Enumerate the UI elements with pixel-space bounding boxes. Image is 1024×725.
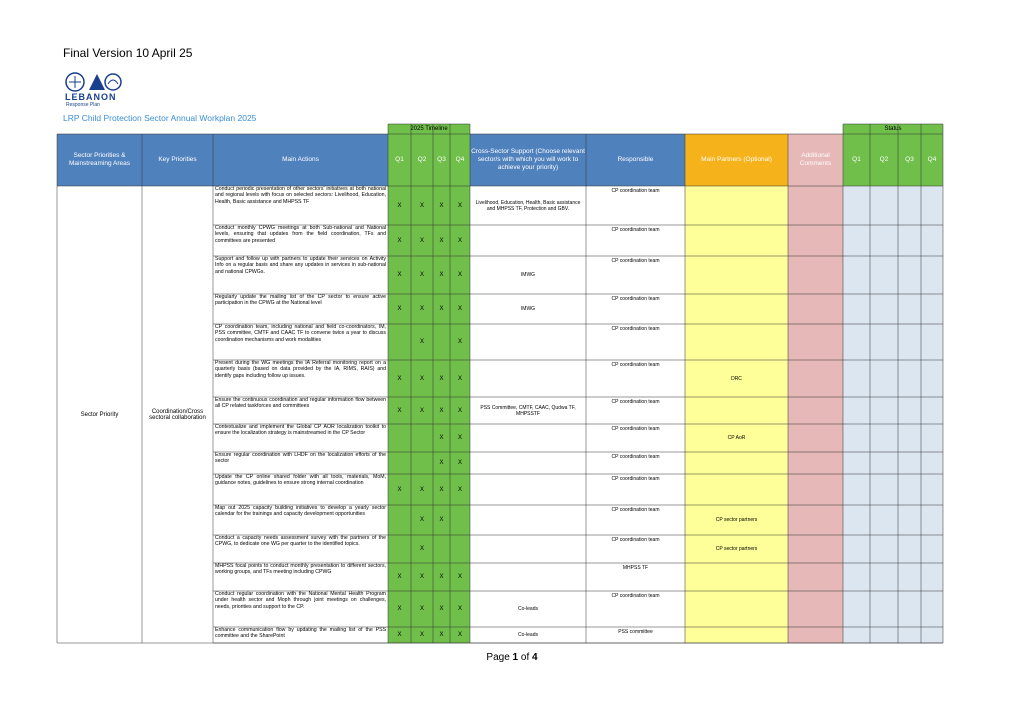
- responsible-cell: CP coordination team: [611, 258, 660, 264]
- timeline-q4-mark: X: [450, 563, 470, 591]
- timeline-q1-mark: [388, 505, 411, 535]
- action-cell: Conduct a capacity needs assessment survey with the partners of the CPWG, to dedicate one WG per quarter to the identified topics.: [215, 535, 386, 548]
- timeline-q2-mark: X: [411, 294, 433, 324]
- timeline-q2-mark: X: [411, 186, 433, 225]
- cross-sector-cell: Co-leads: [517, 606, 538, 612]
- responsible-cell: PSS committee: [618, 629, 653, 635]
- cross-sector-cell: PSS Committee, CMTF, CAAC, Qudwa TF, MHPSSTF: [480, 404, 576, 417]
- timeline-q4-mark: [450, 505, 470, 535]
- action-cell: Update the CP online shared folder with all tools, materials, MoM, guidance notes, guidelines to ensure strong internal coordination: [215, 474, 386, 487]
- timeline-q1-mark: [388, 324, 411, 360]
- action-cell: Regularly update the mailing list of the CP sector to ensure active participation in the CPWG at the National level: [215, 294, 386, 307]
- header-s-q4: Q4: [921, 134, 943, 186]
- timeline-q3-mark: X: [433, 186, 450, 225]
- responsible-cell: CP coordination team: [611, 188, 660, 194]
- timeline-q2-mark: X: [411, 535, 433, 563]
- responsible-cell: MHPSS TF: [622, 565, 649, 571]
- cross-sector-cell: [470, 360, 586, 397]
- cross-sector-cell: [470, 535, 586, 563]
- page-current: 1: [512, 652, 519, 663]
- timeline-q1-mark: [388, 424, 411, 452]
- header-sector-priorities: Sector Priorities & Mainstreaming Areas: [57, 134, 142, 186]
- header-s-q2: Q2: [870, 134, 898, 186]
- action-cell: Map out 2025 capacity building initiatives to develop a yearly sector calendar for the trainings and capacity development opportunities: [215, 505, 386, 518]
- timeline-q2-mark: X: [411, 397, 433, 424]
- timeline-q4-mark: X: [450, 474, 470, 505]
- partners-cell: [685, 225, 788, 256]
- responsible-cell: CP coordination team: [611, 227, 660, 233]
- timeline-q4-mark: X: [450, 225, 470, 256]
- responsible-cell: CP coordination team: [611, 537, 660, 543]
- partners-cell: [685, 324, 788, 360]
- responsible-cell: CP coordination team: [611, 326, 660, 332]
- timeline-q1-mark: [388, 535, 411, 563]
- status-q1-column: [843, 186, 870, 643]
- cross-sector-cell: IMWG: [520, 272, 536, 278]
- header-s-q3: Q3: [898, 134, 921, 186]
- timeline-q2-mark: X: [411, 256, 433, 294]
- cross-sector-cell: [470, 225, 586, 256]
- timeline-q1-mark: X: [388, 294, 411, 324]
- header-q3: Q3: [433, 134, 450, 186]
- timeline-q3-mark: X: [433, 474, 450, 505]
- action-cell: Ensure regular coordination with LHDF on the localization efforts of the sector: [215, 452, 386, 465]
- timeline-q2-mark: [411, 452, 433, 474]
- timeline-q1-mark: X: [388, 627, 411, 643]
- timeline-group-header: 2025 Timeline: [388, 124, 470, 134]
- partners-cell: [685, 452, 788, 474]
- page-label: Page: [486, 652, 510, 663]
- status-q3-column: [898, 186, 921, 643]
- partners-cell: [685, 186, 788, 225]
- timeline-q2-mark: X: [411, 225, 433, 256]
- cross-sector-cell: Co-leads: [517, 632, 538, 638]
- status-q2-column: [870, 186, 898, 643]
- timeline-q3-mark: X: [433, 397, 450, 424]
- action-cell: Contextualize and implement the Global CP AOR localization toolkit to ensure the localization strategy is mainstreamed in the CP Sector: [215, 424, 386, 437]
- timeline-q1-mark: X: [388, 591, 411, 627]
- action-cell: Present during the WG meetings the IA Referral monitoring report on a quarterly basis (based on data provided by the IA, RIMS, RAIS) and identify gaps including follow up issues.: [215, 360, 386, 379]
- version-label: Final Version 10 April 25: [63, 46, 193, 60]
- partners-cell: CP sector partners: [715, 546, 758, 552]
- action-cell: MHPSS focal points to conduct monthly presentation to different sectors, working groups, and TFs meeting including CPWG: [215, 563, 386, 576]
- timeline-q3-mark: X: [433, 563, 450, 591]
- timeline-q3-mark: X: [433, 452, 450, 474]
- partners-cell: [685, 591, 788, 627]
- timeline-q3-mark: X: [433, 294, 450, 324]
- lrp-logo: [63, 70, 123, 110]
- timeline-q1-mark: X: [388, 360, 411, 397]
- timeline-q1-mark: X: [388, 186, 411, 225]
- sector-priority-cell: Sector Priority: [80, 411, 119, 418]
- timeline-q3-mark: [433, 324, 450, 360]
- timeline-q2-mark: X: [411, 360, 433, 397]
- timeline-q4-mark: X: [450, 591, 470, 627]
- timeline-q1-mark: X: [388, 563, 411, 591]
- page-indicator: [0, 652, 1024, 663]
- header-q2: Q2: [411, 134, 433, 186]
- document-title: LRP Child Protection Sector Annual Workplan 2025: [63, 113, 257, 123]
- partners-cell: [685, 563, 788, 591]
- partners-cell: DRC: [731, 375, 742, 382]
- action-cell: Enhance communication flow by updating the mailing list of the PSS committee and the SharePoint: [215, 627, 386, 640]
- page-total: 4: [532, 652, 538, 663]
- timeline-q1-mark: [388, 452, 411, 474]
- cross-sector-cell: [470, 563, 586, 591]
- page-of: of: [520, 652, 530, 663]
- timeline-q3-mark: X: [433, 505, 450, 535]
- cross-sector-cell: [470, 324, 586, 360]
- partners-cell: [685, 627, 788, 643]
- cross-sector-cell: [470, 474, 586, 505]
- action-cell: Conduct periodic presentation of other sectors' initiatives at both national and regional levels with focus on selected sectors: Livelihood, Education, Health, Basic assistance and MHPSS TF: [215, 186, 386, 205]
- key-priority-cell: Coordination/Cross sectoral collaboration: [149, 408, 206, 421]
- header-responsible: Responsible: [586, 134, 685, 186]
- timeline-q4-mark: X: [450, 627, 470, 643]
- responsible-cell: CP coordination team: [611, 476, 660, 482]
- responsible-cell: CP coordination team: [611, 296, 660, 302]
- timeline-q2-mark: X: [411, 563, 433, 591]
- timeline-q2-mark: X: [411, 474, 433, 505]
- responsible-cell: CP coordination team: [611, 426, 660, 432]
- timeline-q3-mark: X: [433, 225, 450, 256]
- timeline-q4-mark: X: [450, 424, 470, 452]
- partners-cell: [685, 474, 788, 505]
- timeline-q2-mark: X: [411, 324, 433, 360]
- partners-cell: CP sector partners: [715, 517, 758, 523]
- partners-cell: [685, 294, 788, 324]
- timeline-q1-mark: X: [388, 474, 411, 505]
- logo-title: LEBANON: [65, 92, 117, 102]
- status-q4-column: [921, 186, 943, 643]
- timeline-q2-mark: X: [411, 505, 433, 535]
- action-cell: Conduct regular coordination with the National Mental Health Program under health sector and Moph through joint meetings on challenges, needs, priorities and support to the CP.: [215, 591, 386, 610]
- action-cell: Conduct monthly CPWG meetings at both Sub-national and National levels, ensuring that updates from the field coordination, TFs and committees are presented: [215, 225, 386, 244]
- responsible-cell: CP coordination team: [611, 454, 660, 460]
- timeline-q4-mark: X: [450, 360, 470, 397]
- responsible-cell: CP coordination team: [611, 507, 660, 513]
- timeline-q2-mark: [411, 424, 433, 452]
- responsible-cell: CP coordination team: [611, 399, 660, 405]
- action-cell: Support and follow up with partners to update their services on Activity Info on a regular basis and share any updates in services in sub-national and national CPWGs.: [215, 256, 386, 275]
- timeline-q1-mark: X: [388, 225, 411, 256]
- header-s-q1: Q1: [843, 134, 870, 186]
- header-q4: Q4: [450, 134, 470, 186]
- header-main-partners: Main Partners (Optional): [685, 134, 788, 186]
- timeline-q3-mark: X: [433, 256, 450, 294]
- header-main-actions: Main Actions: [213, 134, 388, 186]
- un-emblem-icon: [63, 70, 123, 94]
- timeline-q4-mark: X: [450, 294, 470, 324]
- timeline-q2-mark: X: [411, 627, 433, 643]
- action-cell: Ensure the continuous coordination and regular information flow between all CP related taskforces and committees: [215, 397, 386, 410]
- partners-cell: CP AoR: [727, 435, 746, 441]
- partners-cell: [685, 397, 788, 424]
- timeline-q4-mark: X: [450, 397, 470, 424]
- header-q1: Q1: [388, 134, 411, 186]
- action-cell: CP coordination team, including national and field co-coordinators, IM, PSS committee, CMTF and CAAC TF to convene twice a year to discuss coordination mechanisms and work modalities: [215, 324, 386, 343]
- timeline-q4-mark: X: [450, 452, 470, 474]
- cross-sector-cell: [470, 452, 586, 474]
- timeline-q3-mark: [433, 535, 450, 563]
- header-key-priorities: Key Priorities: [142, 134, 213, 186]
- timeline-q2-mark: X: [411, 591, 433, 627]
- cross-sector-cell: [470, 505, 586, 535]
- header-additional-comments: Additional Comments: [788, 134, 843, 186]
- comments-column-fill: [788, 186, 843, 643]
- cross-sector-cell: [470, 424, 586, 452]
- timeline-q4-mark: [450, 535, 470, 563]
- header-cross-sector: Cross-Sector Support (Choose relevant sector/s with which you will work to achieve your priority): [470, 134, 586, 186]
- cross-sector-cell: Livelihood, Education, Health, Basic assistance and MHPSS TF, Protection and GBV.: [475, 199, 581, 212]
- timeline-q3-mark: X: [433, 360, 450, 397]
- timeline-q3-mark: X: [433, 424, 450, 452]
- timeline-q4-mark: X: [450, 186, 470, 225]
- status-group-header: Status: [843, 124, 943, 134]
- logo-subtitle: Response Plan: [66, 102, 100, 108]
- timeline-q3-mark: X: [433, 591, 450, 627]
- responsible-cell: CP coordination team: [611, 362, 660, 368]
- timeline-q4-mark: X: [450, 324, 470, 360]
- timeline-q1-mark: X: [388, 256, 411, 294]
- partners-cell: [685, 256, 788, 294]
- cross-sector-cell: IMWG: [520, 306, 536, 312]
- responsible-cell: CP coordination team: [611, 593, 660, 599]
- timeline-q3-mark: X: [433, 627, 450, 643]
- timeline-q1-mark: X: [388, 397, 411, 424]
- timeline-q4-mark: X: [450, 256, 470, 294]
